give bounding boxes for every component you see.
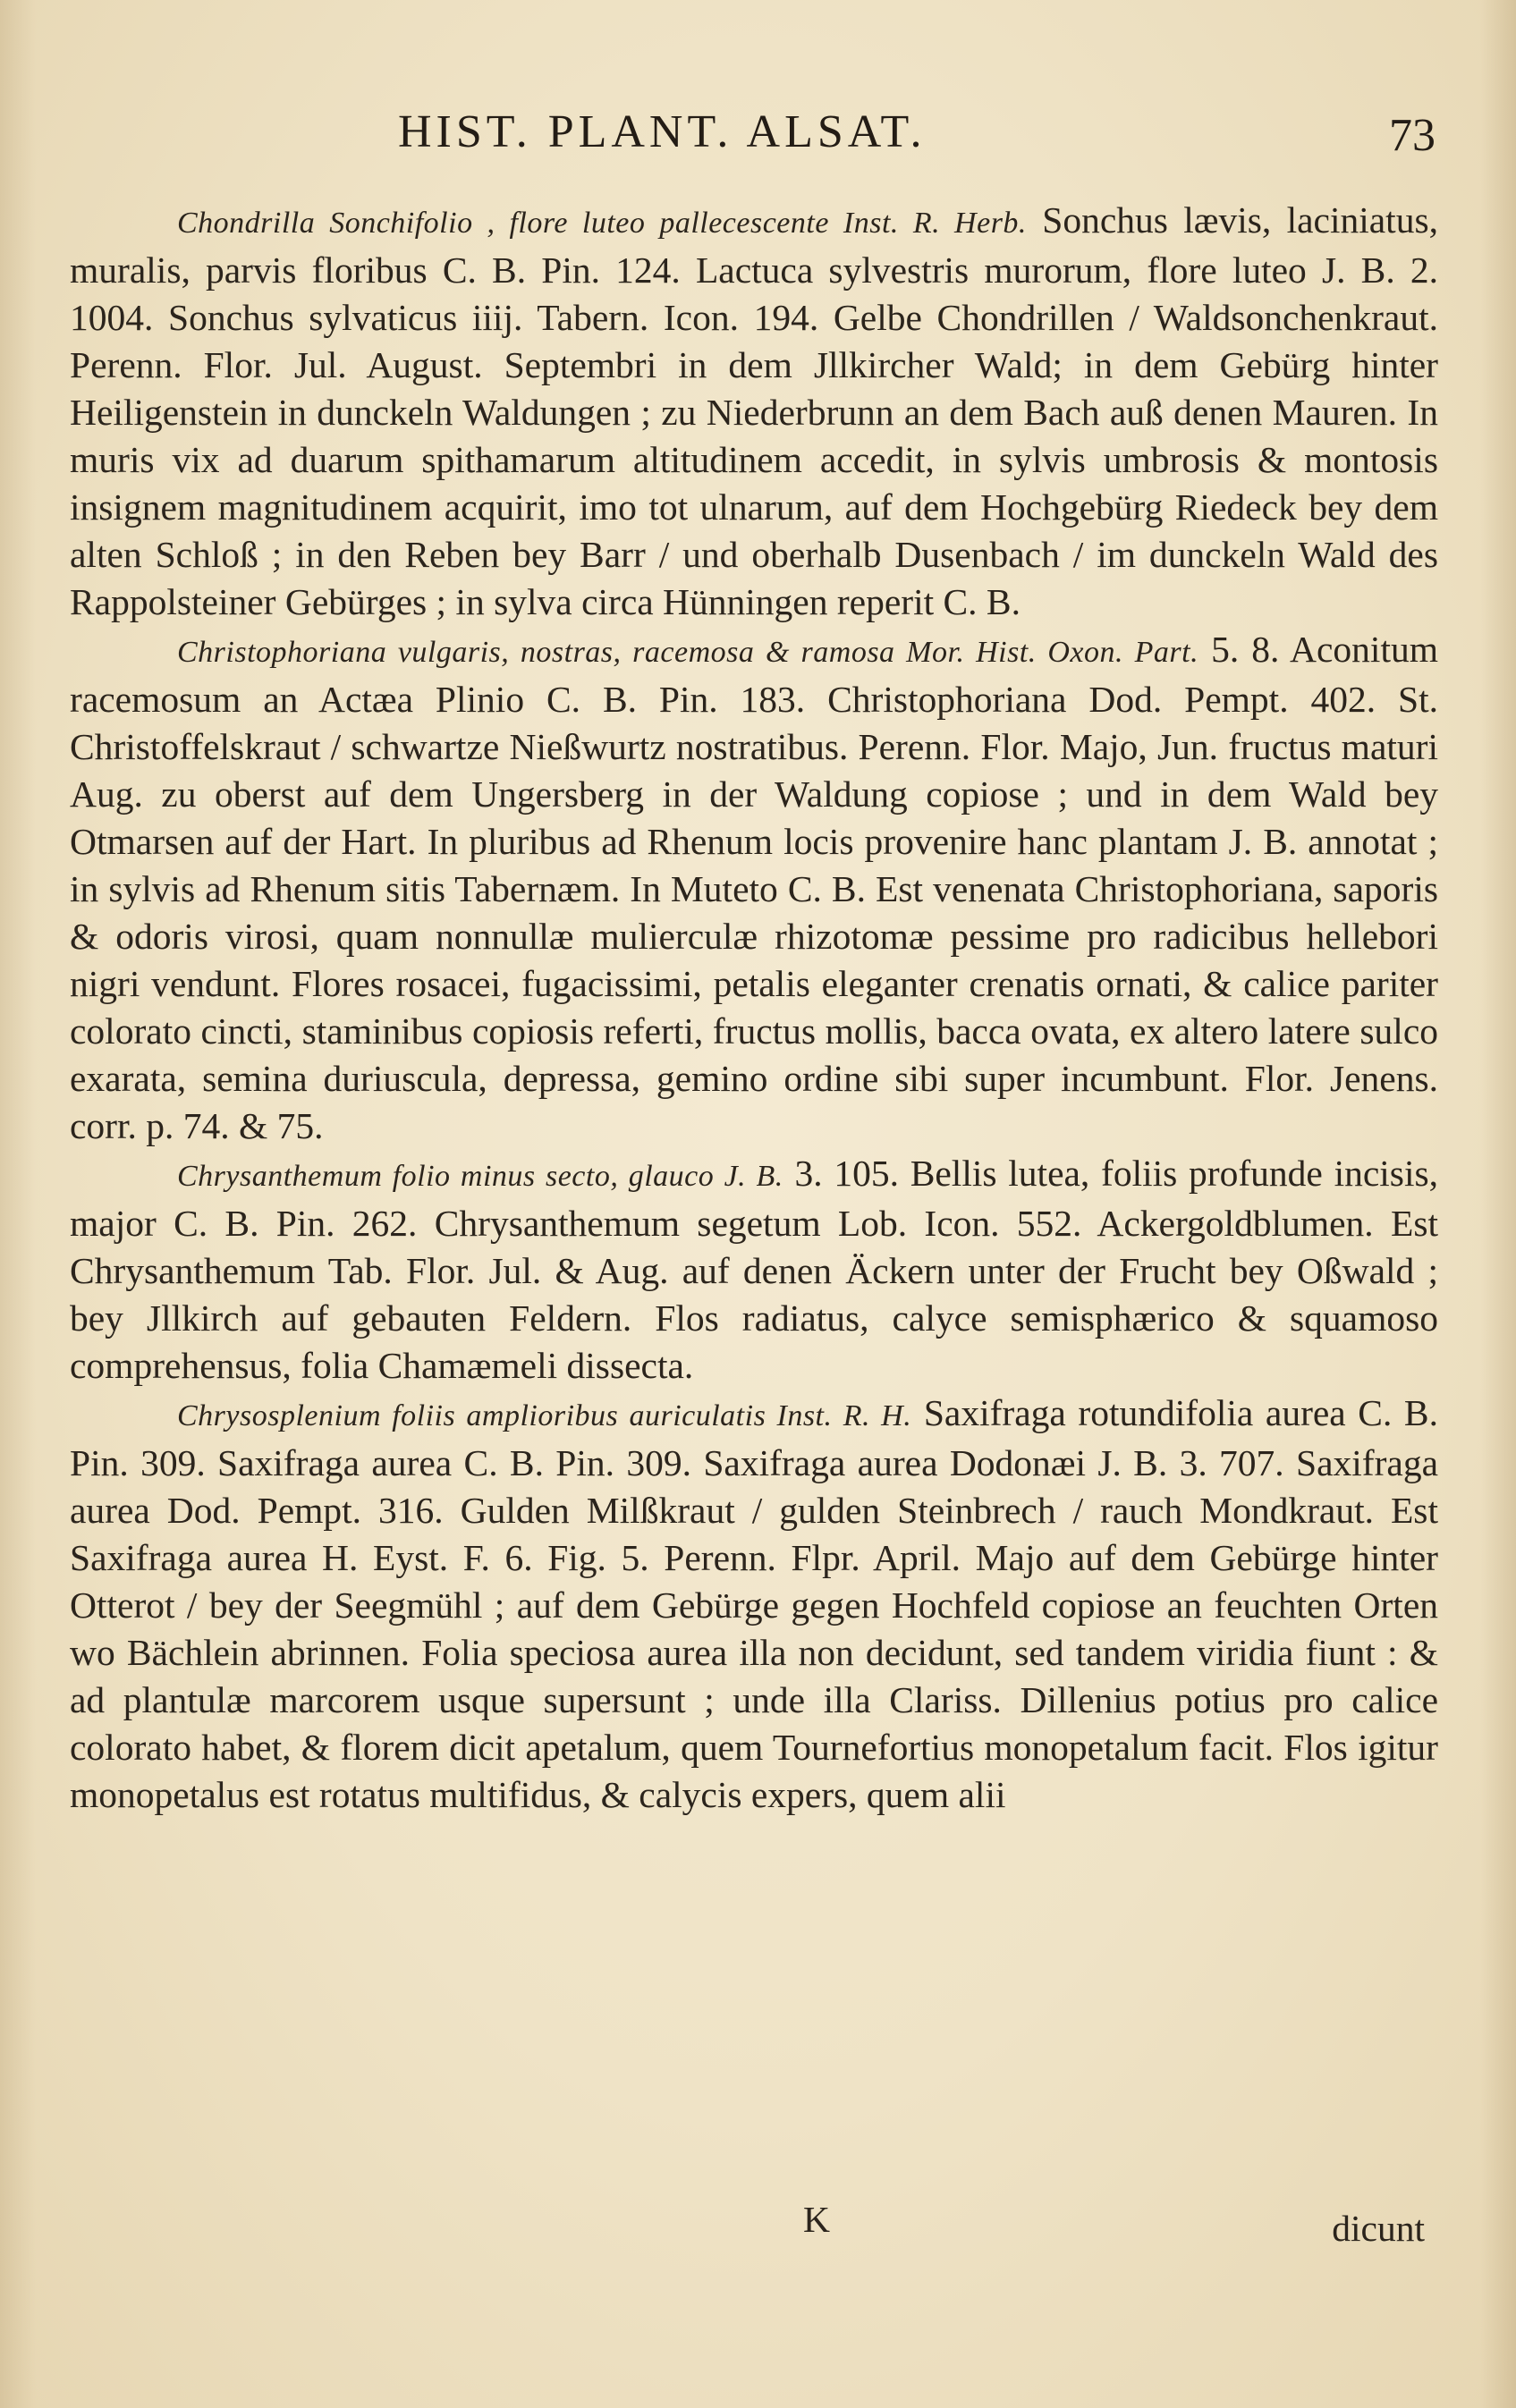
signature-mark: K [803,2199,830,2240]
catchword: dicunt [1332,2208,1425,2249]
entry-christophoriana [70,626,1438,1150]
entry-text: Sonchus lævis, laciniatus, muralis, parvis floribus C. B. Pin. 124. Lactuca sylvestris murorum, flore luteo J. B. 2. 1004. Sonchus sylvaticus iiij. Tabern. Icon. 194. Gelbe Chondrillen / Waldsonchenkraut. Perenn. Flor. Jul. August. Septembri in dem Jllkircher Wald; in dem Gebürg hinter Heiligenstein in dunckeln Waldungen ; zu Niederbrunn an dem Bach auß denen Mauren. In muris vix ad duarum spithamarum altitudinem accedit, in sylvis umbrosis & montosis insignem magnitudinem acquirit, imo tot ulnarum, auf dem Hochgebürg Riedeck bey dem alten Schloß ; in den Reben bey Barr / und oberhalb Dusenbach / im dunckeln Wald des Rappolsteiner Gebürges ; in sylva circa Hünningen reperit C. B. [70,199,1438,622]
page-body [70,197,1438,1819]
page-edge-shadow-left [0,0,36,2408]
page-header [72,106,1436,177]
entry-text: 5. 8. Aconitum racemosum an Actæa Plinio C. B. Pin. 183. Christophoriana Dod. Pempt. 402. St. Christoffelskraut / schwartze Nießwurtz nostratibus. Perenn. Flor. Majo, Jun. fructus maturi Aug. zu oberst auf dem Ungersberg in der Waldung copiose ; und in dem Wald bey Otmarsen auf der Hart. In pluribus ad Rhenum locis provenire hanc plantam J. B. annotat ; in sylvis ad Rhenum sitis Tabernæm. In Muteto C. B. Est venenata Christophoriana, saporis & odoris virosi, quam nonnullæ mulierculæ rhizotomæ pessime pro radicibus hellebori nigri vendunt. Flores rosacei, fugacissimi, petalis eleganter crenatis ornati, & calice pariter colorato cincti, staminibus copiosis referti, fructus mollis, bacca ovata, ex altero latere sulco exarata, semina duriuscula, depressa, gemino ordine sibi super incumbunt. Flor. Jenens. corr. p. 74. & 75. [70,629,1439,1146]
page-edge-shadow-right [1480,0,1516,2408]
page-number: 73 [1389,110,1436,161]
page-footer [0,2198,1516,2252]
entry-heading: Chondrilla Sonchifolio , flore luteo pallecescente Inst. R. Herb. [177,207,1027,240]
entry-heading: Chrysosplenium foliis amplioribus auriculatis Inst. R. H. [177,1399,912,1432]
entry-heading: Chrysanthemum folio minus secto, glauco J. B. [177,1160,783,1193]
entry-chrysanthemum [70,1150,1438,1390]
entry-text: Saxifraga rotundifolia aurea C. B. Pin. 309. Saxifraga aurea C. B. Pin. 309. Saxifraga aurea Dodonæi J. B. 3. 707. Saxifraga aurea Dod. Pempt. 316. Gulden Milßkraut / gulden Steinbrech / rauch Mondkraut. Est Saxifraga aurea H. Eyst. F. 6. Fig. 5. Perenn. Flpr. April. Majo auf dem Gebürge hinter Otterot / bey der Seegmühl ; auf dem Gebürge gegen Hochfeld copiose an feuchten Orten wo Bächlein abrinnen. Folia speciosa aurea illa non decidunt, sed tandem viridia fiunt : & ad plantulæ marcorem usque supersunt ; unde illa Clariss. Dillenius potius pro calice colorato habet, & florem dicit apetalum, quem Tournefortius monopetalum facit. Flos igitur monopetalus est rotatus multifidus, & calycis expers, quem alii [70,1392,1438,1815]
entry-chrysosplenium [70,1390,1438,1819]
running-head: HIST. PLANT. ALSAT. [398,106,927,157]
entry-chondrilla [70,197,1438,626]
entry-text: 3. 105. Bellis lutea, foliis profunde incisis, major C. B. Pin. 262. Chrysanthemum segetum Lob. Icon. 552. Ackergoldblumen. Est Chrysanthemum Tab. Flor. Jul. & Aug. auf denen Äckern unter der Frucht bey Oßwald ; bey Jllkirch auf gebauten Feldern. Flos radiatus, calyce semisphærico & squamoso comprehensus, folia Chamæmeli dissecta. [70,1153,1439,1386]
entry-heading: Christophoriana vulgaris, nostras, racemosa & ramosa Mor. Hist. Oxon. Part. [177,636,1199,669]
